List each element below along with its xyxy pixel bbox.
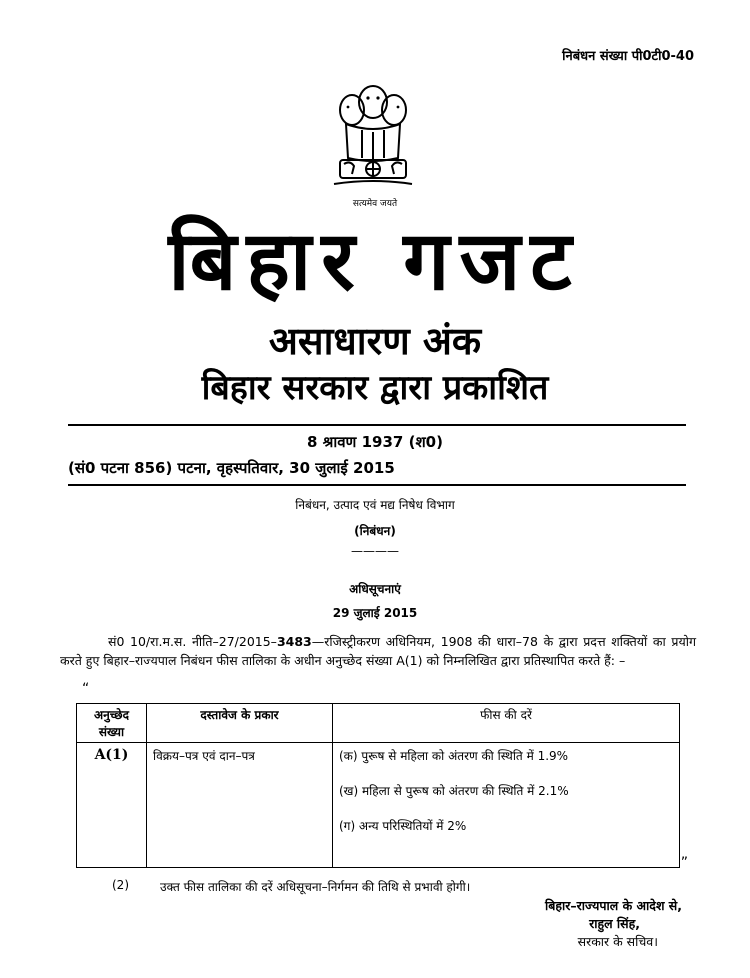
- para-number: 3483: [276, 634, 312, 649]
- header-article: अनुच्छेद संख्या: [77, 704, 147, 743]
- rule-bottom: [68, 484, 686, 486]
- published-by: बिहार सरकार द्वारा प्रकाशित: [201, 368, 549, 408]
- para2-number: (2): [112, 878, 129, 892]
- saka-date: 8 श्रावण 1937 (श0): [307, 433, 443, 451]
- issue-line: (सं0 पटना 856) पटना, वृहस्पतिवार, 30 जुलाई 2015: [68, 459, 395, 477]
- para2-text: उक्त फीस तालिका की दरें अधिसूचना–निर्गमन की तिथि से प्रभावी होगी।: [160, 880, 471, 894]
- rule-top: [68, 424, 686, 426]
- signatory-designation: सरकार के सचिव।: [577, 934, 658, 949]
- notification-date: 29 जुलाई 2015: [332, 606, 418, 620]
- emblem-motto: सत्यमेव जयते: [352, 199, 398, 209]
- header-doc-type: दस्तावेज के प्रकार: [147, 704, 333, 743]
- table-header-row: [77, 704, 680, 743]
- registration-number: निबंधन संख्या पी0टी0-40: [562, 49, 694, 64]
- gazette-subtitle: असाधारण अंक: [268, 319, 482, 363]
- rate-item: (ग) अन्य परिस्थितियों में 2%: [339, 819, 467, 833]
- rate-item: (ख) महिला से पुरूष को अंतरण की स्थिति में 2.1%: [339, 784, 569, 798]
- notification-paragraph: [60, 632, 696, 670]
- ashoka-emblem-icon: [328, 80, 418, 195]
- close-quote: ”: [680, 855, 688, 871]
- notification-heading: अधिसूचनाएं: [349, 582, 401, 596]
- header-fee-rates: फीस की दरें: [333, 704, 680, 743]
- para-suffix: —रजिस्ट्रीकरण अधिनियम, 1908 की धारा–78 के द्वारा प्रदत्त शक्तियों का प्रयोग करते हुए बिहार–राज्यपाल निबंधन फीस तालिका के अधीन अनुच्छेद संख्या A(1) को निम्नलिखित द्वारा प्रतिस्थापित करते हैं: –: [60, 634, 696, 668]
- article-cell: A(1): [77, 743, 147, 868]
- open-quote: “: [82, 681, 90, 697]
- section-name: (निबंधन): [354, 524, 396, 538]
- signature-order: बिहार–राज्यपाल के आदेश से,: [545, 898, 682, 913]
- rate-item: (क) पुरूष से महिला को अंतरण की स्थिति में 1.9%: [339, 749, 569, 763]
- separator: ————: [351, 544, 399, 558]
- para-prefix: सं0 10/रा.म.स. नीति–27/2015–: [108, 634, 277, 649]
- department-name: निबंधन, उत्पाद एवं मद्य निषेध विभाग: [295, 498, 455, 512]
- table-row: [77, 743, 680, 868]
- gazette-title: बिहार गजट: [168, 214, 582, 309]
- fee-rates-cell: [333, 743, 680, 868]
- doc-type-cell: विक्रय–पत्र एवं दान–पत्र: [147, 743, 333, 868]
- signatory-name: राहुल सिंह,: [589, 916, 640, 931]
- fee-table: [76, 703, 680, 868]
